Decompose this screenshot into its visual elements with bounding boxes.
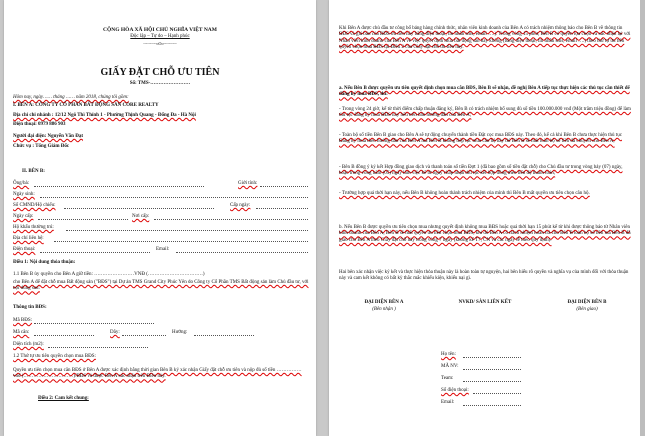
field-label: Email: [156, 247, 170, 252]
signature-b-title: ĐẠI DIỆN BÊN B [567, 300, 607, 305]
article-1-2: 1.2 Thứ tự ưu tiên quyền chọn mua BĐS: [13, 354, 96, 359]
field-label: Số CMND/Hộ chiếu: [13, 203, 56, 208]
field-label: Diện tích (m2): [13, 342, 44, 347]
field-blank[interactable] [463, 381, 521, 382]
field-blank[interactable] [40, 197, 308, 198]
field-label: Ngày sinh: [13, 192, 35, 197]
field-blank[interactable] [463, 405, 521, 406]
page2-item-b: b. Nếu Bên B được quyền ưu tiên chọn mua nhưng quyết định không mua BĐS hoặc quá thời hạn 15 phút kể từ khi được thông báo từ Nhân viên kinh doanh của Bên A, Bên B sẽ mất quyền ưu tiên chọn mua BĐS, khi đó Bên A có trách nhiệm hoàn trả cho Bên B toàn bộ số tiền mà Bên B đã giao cho Bên A theo Giấy đặt chỗ này trong vòng 7 ngày (không kể T7, CN và các ngày lễ theo quy định). [339, 225, 631, 243]
field-blank[interactable] [176, 252, 308, 253]
staff-field: Team: [441, 376, 454, 381]
field-blank[interactable] [463, 369, 521, 370]
field-blank[interactable] [34, 335, 94, 336]
property-info-heading: Thông tin BĐS: [13, 305, 47, 310]
document-number: Số: TMS-…………………… [129, 81, 191, 86]
field-label: Giới tính: [238, 181, 258, 186]
field-blank[interactable] [194, 335, 254, 336]
party-a-rep: Người đại diện: Nguyễn Văn Đạt [13, 134, 83, 139]
page2-para1: Khi Bên A được chủ đầu tư công bố bảng hàng chính thức, nhân viên kinh doanh của Bên A có trách nhiệm thông báo cho Bên B về thông tin BĐS và giá bán của BĐS ưu tiên này bằng điện thoại, tin nhắn sms, email ….). Trong vòng 15 phút, Bên B có quyền lựa chọn và xác nhận lại với Nhân viên kinh doanh của Bên A về việc quyết định mua bất động sản hay không (bằng điện thoại, tin nhắn sms, email ….) theo thứ tự ưu tiên quyền chọn mua BĐS tại Điều 2 của Giấy đặt chỗ ưu tiên này. [339, 26, 631, 51]
field-blank[interactable] [256, 208, 308, 209]
article-1-1: 1.1 Bên B ủy quyền cho Bên A giữ tiền: ……………………VNĐ (……………………………) [13, 272, 205, 277]
field-label: Ngày cấp: [13, 214, 34, 219]
document-page-1 [4, 0, 316, 436]
staff-field: MÃ NV: [441, 364, 459, 369]
nation-header: CỘNG HÒA XÃ HỘI CHỦ NGHĨA VIỆT NAM [103, 27, 217, 33]
field-blank[interactable] [34, 323, 154, 324]
field-label: Hướng: [172, 330, 188, 335]
field-blank[interactable] [122, 335, 166, 336]
field-label: Hộ khẩu thường trú: [13, 225, 54, 230]
field-blank[interactable] [463, 357, 521, 358]
field-blank[interactable] [260, 186, 308, 187]
field-label: Mã BĐS: [13, 318, 33, 323]
page2-bullet4: - Trường hợp quá thời hạn này, nếu Bên B không hoàn thành trách nhiệm của mình thì Bên B mất quyền ưu tiên chọn căn hộ. [339, 191, 590, 196]
article-1-heading: Điều 1: Nội dung thỏa thuận: [13, 260, 76, 265]
document-page-2 [329, 0, 641, 436]
staff-field: Email: [441, 400, 455, 405]
field-label: Cấp ngày: [230, 203, 251, 208]
page2-bullet1: - Trong vòng 24 giờ, kể từ thời điểm chấp thuận đăng ký, Bên B có trách nhiệm bổ sung đủ số tiền 100.000.000 vnđ (Một trăm triệu đồng) để làm thủ tục đăng ký mua BĐS này nếu trên bản hướng dẫn của Bên A; [339, 107, 631, 119]
signature-a-subtitle: (Bên nhận ) [372, 307, 396, 312]
staff-field: Họ tên: [441, 352, 456, 357]
page2-closing: Hai bên xác nhận việc ký kết và thực hiện thỏa thuận này là hoàn toàn tự nguyện, hai bên hiểu rõ quyền và nghĩa vụ của mình đối với thỏa thuận này và cam kết không có bất kỳ thắc mắc khiếu kiện, khiếu nại gì. [339, 270, 629, 282]
field-blank[interactable] [64, 208, 214, 209]
document-title: GIẤY ĐẶT CHỖ ƯU TIÊN [100, 67, 220, 78]
party-a-position: Chức vụ : Tổng Giám Đốc [13, 144, 70, 149]
party-b-heading: II. BÊN B: [22, 169, 45, 174]
field-blank[interactable] [154, 219, 308, 220]
article-1-body: cho Bên A để đặt chỗ mua Bất động sản ("BĐS") tại Dự án TMS Grand City Phúc Yên do Công ty Cổ Phần TMS Bất động sản làm Chủ đầu tư, với nội dung sau: [13, 280, 309, 292]
party-a-address: Địa chỉ chi nhánh : 12/12 Ngô Thì Thính 1 - Phường Thịnh Quang - Đống Đa - Hà Nội [13, 113, 196, 118]
party-a-heading: I. BÊN A: CÔNG TY CỔ PHẦN BẤT ĐỘNG SẢN CORE REALTY [13, 103, 159, 108]
field-blank[interactable] [473, 393, 521, 394]
signature-mid-title: NVKD/ SÀN LIÊN KẾT [458, 300, 512, 305]
date-line: Hôm nay, ngày…… tháng …… năm 2018, chúng tôi gồm: [13, 95, 129, 100]
field-label: Nơi cấp: [132, 214, 150, 219]
staff-field: Số điện thoại: [441, 388, 469, 393]
page2-bullet2: - Toàn bộ số tiền Bên B giao cho Bên A sẽ tự động chuyển thành tiền Đặt cọc mua BĐS này. Theo đó, kể cả khi Bên B chưa thực hiện thủ tục Đăng ký mua theo hướng dẫn của Bên A mà Bên B không tiếp tục mua căn hộ này thì Bên B sẽ mất toàn bộ số tiền đã chuyển cho Bên A; [339, 133, 622, 145]
field-blank[interactable] [54, 241, 308, 242]
signature-a-title: ĐẠI DIỆN BÊN A [364, 300, 404, 305]
signature-b-subtitle: (Bên giao) [576, 307, 598, 312]
field-blank[interactable] [40, 252, 150, 253]
article-1-2-body: Quyền ưu tiên chọn mua căn BĐS ở Bên A được xác định bằng thời gian Bên B ký xác nhận Giấy đặt chỗ ưu tiên và nộp đủ số tiền ……………vnđ (…………………………)/BĐS và được Bên A xác nhận trên Điều này. [13, 368, 302, 380]
motto: Độc lập – Tự do – Hạnh phúc [130, 34, 190, 39]
vertical-scrollbar[interactable] [640, 0, 645, 436]
page2-item-a: a. Nếu Bên B được quyền ưu tiên quyết định chọn mua căn BĐS, Bên B sẽ nhận, đề nghị Bên A tiếp tục thực hiện các thủ tục cần thiết để đăng ký mua BĐS, thì: [339, 86, 630, 98]
field-label: Địa chỉ liên hệ: [13, 236, 44, 241]
field-label: Điện thoại: [13, 247, 36, 252]
field-blank[interactable] [66, 230, 308, 231]
field-blank[interactable] [38, 219, 128, 220]
field-blank[interactable] [48, 347, 148, 348]
field-label: Dãy: [110, 330, 120, 335]
field-label: Mã căn: [13, 330, 30, 335]
field-blank[interactable] [34, 186, 204, 187]
page2-bullet3: - Bên B đồng ý ký kết Hợp đồng giao dịch và thanh toán số tiền Đợt 1 (đã bao gồm số tiền đặt chỗ) cho Chủ đầu tư trong vòng bảy (07) ngày, hoặc trong vòng năm (05) ngày làm việc kể từ ngày chấp nhận thủ tục kết hợp đồng theo tiến độ thanh toán; [339, 165, 623, 177]
party-a-phone: Điện thoại: 0979 886 903 [13, 122, 66, 127]
ornament: ----------oOo---------- [143, 41, 177, 46]
article-2-heading: Điều 2: Cam kết chung: [38, 396, 89, 401]
field-label: Ông/bà: [13, 181, 30, 186]
